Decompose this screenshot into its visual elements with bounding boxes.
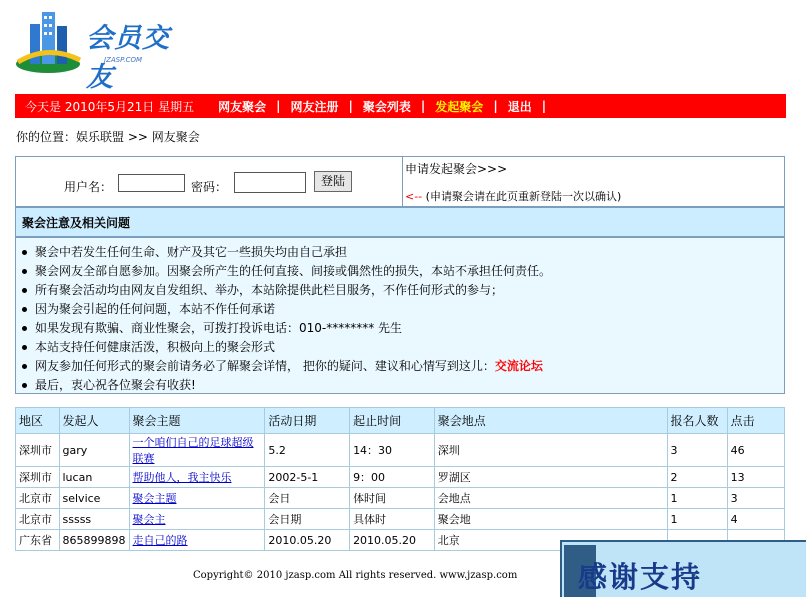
table-cell: 深圳 [434, 434, 667, 467]
login-button[interactable]: 登陆 [314, 171, 352, 192]
table-row [16, 467, 785, 488]
table-cell: 2 [667, 467, 727, 488]
table-cell: 5.2 [265, 434, 350, 467]
meetup-topic-link[interactable]: 走自己的路 [132, 534, 188, 547]
logo-buildings-icon [14, 4, 84, 74]
nav-separator: | [420, 99, 426, 113]
table-cell: 体时间 [350, 488, 435, 509]
table-cell: 1 [667, 488, 727, 509]
table-row [16, 488, 785, 509]
notice-item [22, 357, 784, 376]
table-cell [129, 530, 265, 551]
column-header: 点击 [727, 408, 784, 434]
nav-link-logout[interactable]: 退出 [507, 99, 532, 114]
notice-item [22, 243, 784, 262]
table-row [16, 509, 785, 530]
table-cell: 2010.05.20 [350, 530, 435, 551]
table-cell: 会日 [265, 488, 350, 509]
table-cell: 深圳市 [16, 467, 60, 488]
table-cell: 865899898 [59, 530, 129, 551]
login-form [16, 157, 403, 206]
table-cell: 3 [727, 488, 784, 509]
notice-item [22, 376, 784, 395]
notice-text: 本站支持任何健康活泼，积极向上的聚会形式 [35, 340, 276, 354]
login-panel [15, 156, 785, 207]
table-cell: 罗湖区 [434, 467, 667, 488]
forum-link[interactable]: 交流论坛 [494, 359, 543, 373]
table-cell: 3 [667, 434, 727, 467]
table-cell: lucan [59, 467, 129, 488]
table-cell: 9：00 [350, 467, 435, 488]
notice-item [22, 262, 784, 281]
column-header: 起止时间 [350, 408, 435, 434]
notice-text: 最后，衷心祝各位聚会有收获! [35, 378, 196, 392]
top-nav-bar [15, 94, 786, 118]
apply-meetup-panel [403, 157, 784, 206]
notice-text: 聚会网友全部自愿参加。因聚会所产生的任何直接、间接或偶然性的损失，本站不承担任何责任。 [35, 264, 552, 278]
column-header: 聚会主题 [129, 408, 265, 434]
bullet-icon [22, 364, 27, 369]
table-header-row [16, 408, 785, 434]
bullet-icon [22, 345, 27, 350]
table-cell: 深圳市 [16, 434, 60, 467]
username-input[interactable] [118, 174, 185, 192]
table-cell: 1 [667, 509, 727, 530]
nav-separator: | [493, 99, 498, 113]
nav-separator: | [348, 99, 353, 113]
notice-title: 聚会注意及相关问题 [15, 207, 785, 237]
notice-text: 聚会中若发生任何生命、财产及其它一些损失均由自己承担 [35, 245, 348, 259]
table-cell [129, 467, 265, 488]
notice-item [22, 300, 784, 319]
password-input[interactable] [234, 172, 306, 193]
column-header: 地区 [16, 408, 60, 434]
table-cell: 14：30 [350, 434, 435, 467]
notice-list [15, 237, 785, 394]
table-cell: 2002-5-1 [265, 467, 350, 488]
apply-meetup-note [405, 188, 621, 204]
apply-meetup-link[interactable]: 申请发起聚会>>> [405, 162, 508, 176]
table-cell: 2010.05.20 [265, 530, 350, 551]
table-cell: 具体时 [350, 509, 435, 530]
notice-text: 因为聚会引起的任何问题，本站不作任何承诺 [35, 302, 276, 316]
notice-text: 网友参加任何形式的聚会前请务必了解聚会详情， 把你的疑问、建议和心情写到这儿： [35, 359, 495, 373]
table-cell: 广东省 [16, 530, 60, 551]
column-header: 聚会地点 [434, 408, 667, 434]
meetup-topic-link[interactable]: 聚会主 [132, 513, 166, 526]
nav-link-meetup[interactable]: 网友聚会 [218, 99, 267, 114]
column-header: 发起人 [59, 408, 129, 434]
apply-note-text: (申请聚会请在此页重新登陆一次以确认) [422, 190, 622, 203]
copyright-text: Copyright© 2010 jzasp.com All rights reserved. www.jzasp.com [193, 570, 518, 581]
table-row [16, 434, 785, 467]
bullet-icon [22, 269, 27, 274]
table-cell: gary [59, 434, 129, 467]
bullet-icon [22, 326, 27, 331]
column-header: 报名人数 [667, 408, 727, 434]
nav-separator: | [276, 99, 281, 113]
table-cell: 会日期 [265, 509, 350, 530]
password-label: 密码： [191, 180, 228, 194]
table-cell: 4 [727, 509, 784, 530]
logo-subtext: JZASP.COM [104, 56, 143, 64]
table-cell [129, 434, 265, 467]
bullet-icon [22, 383, 27, 388]
notice-item [22, 281, 784, 300]
nav-separator: | [541, 99, 547, 113]
username-label: 用户名： [64, 180, 113, 194]
bullet-icon [22, 307, 27, 312]
notice-item [22, 319, 784, 338]
table-cell: 聚会地 [434, 509, 667, 530]
logo-text: 会员交友 [86, 23, 170, 93]
table-cell [129, 488, 265, 509]
table-cell: 北京市 [16, 509, 60, 530]
bullet-icon [22, 250, 27, 255]
thanks-banner-text: 感谢支持 [578, 560, 703, 594]
table-cell: 北京市 [16, 488, 60, 509]
table-cell: 13 [727, 467, 784, 488]
meetup-topic-link[interactable]: 一个咱们自己的足球超级联赛 [132, 436, 254, 465]
meetup-topic-link[interactable]: 帮助他人，我主快乐 [132, 471, 232, 484]
notice-text: 如果发现有欺骗、商业性聚会，可拨打投诉电话：010-******** 先生 [35, 321, 403, 335]
current-date: 今天是 2010年5月21日 星期五 [25, 99, 195, 114]
arrow-left-icon: <-- [405, 190, 423, 203]
notice-text: 所有聚会活动均由网友自发组织、举办，本站除提供此栏目服务，不作任何形式的参与； [35, 283, 504, 297]
column-header: 活动日期 [265, 408, 350, 434]
table-cell: sssss [59, 509, 129, 530]
table-cell: 46 [727, 434, 784, 467]
bullet-icon [22, 288, 27, 293]
breadcrumb: 你的位置：娱乐联盟 >> 网友聚会 [16, 130, 200, 144]
table-cell [129, 509, 265, 530]
nav-link-start-meetup[interactable]: 发起聚会 [435, 99, 484, 114]
nav-link-meetup-list[interactable]: 聚会列表 [362, 99, 411, 114]
meetup-topic-link[interactable]: 聚会主题 [132, 492, 177, 505]
meetup-table [15, 407, 785, 551]
table-cell: 北京 [434, 530, 667, 551]
notice-item [22, 338, 784, 357]
nav-link-register[interactable]: 网友注册 [290, 99, 339, 114]
table-cell: selvice [59, 488, 129, 509]
table-cell: 会地点 [434, 488, 667, 509]
site-logo [14, 4, 174, 93]
